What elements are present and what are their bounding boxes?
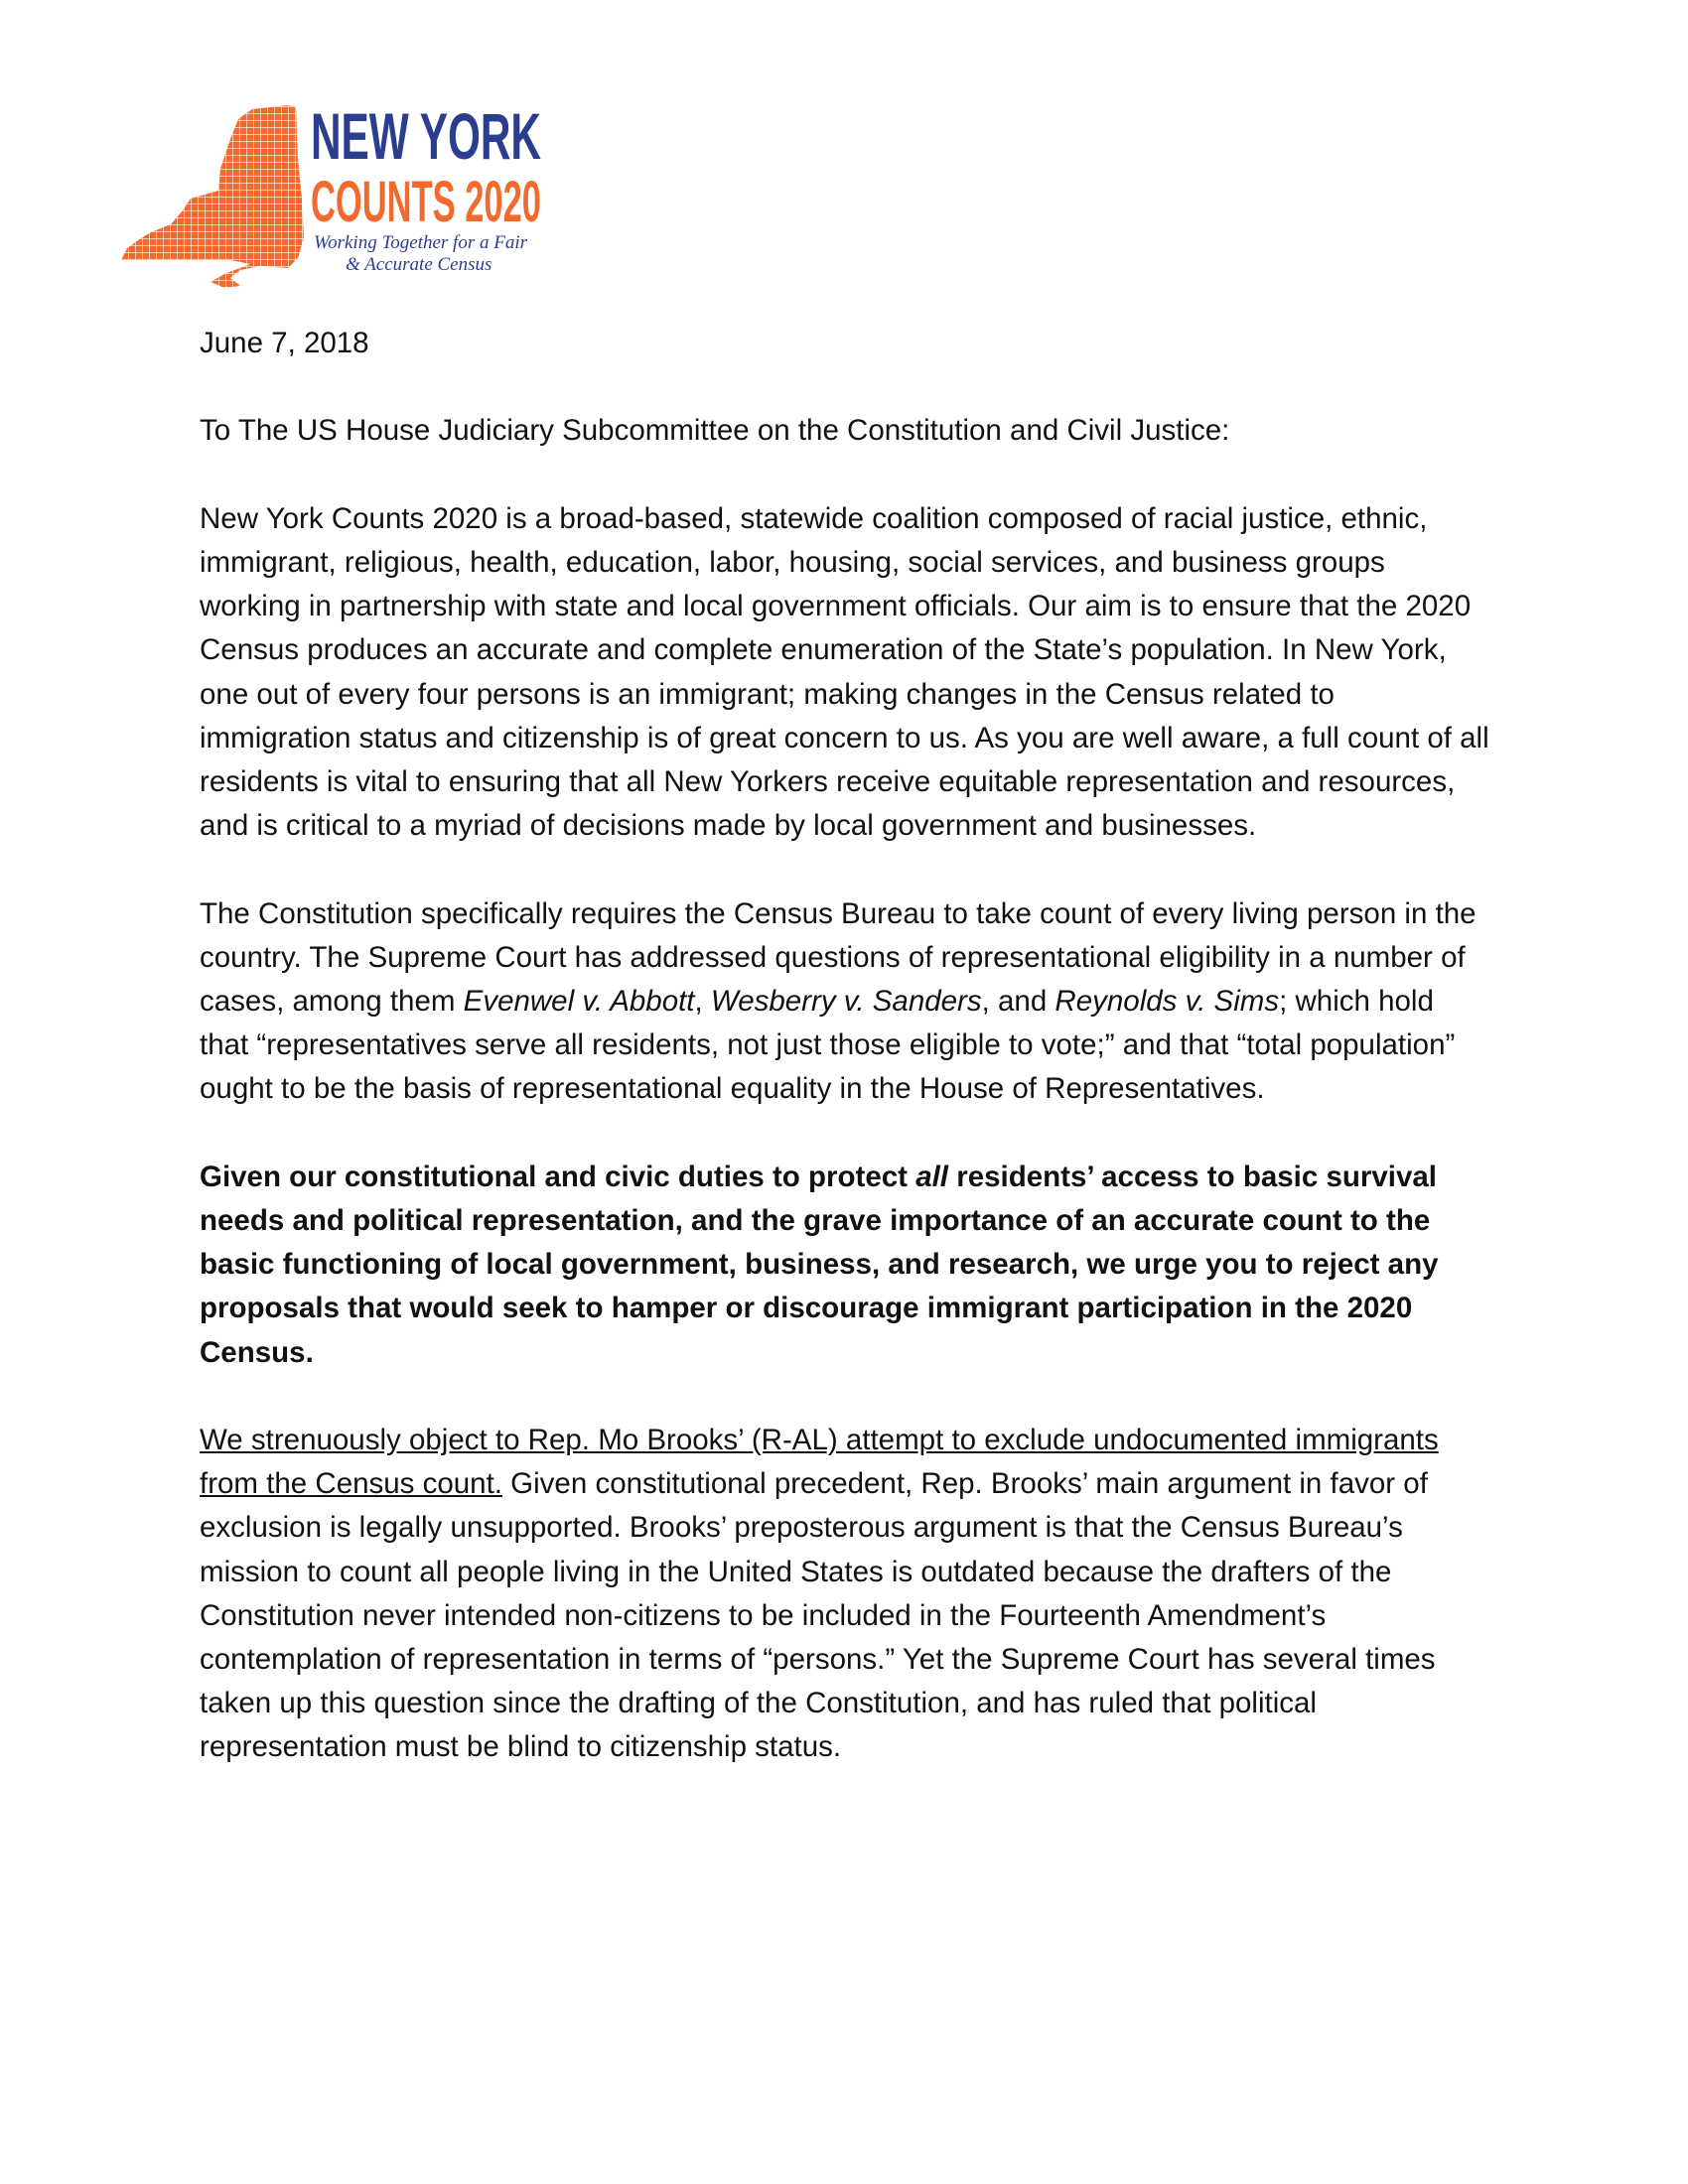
letter-salutation: To The US House Judiciary Subcommittee on the Constitution and Civil Justice:: [200, 414, 1230, 448]
new-york-counts-2020-logo: [121, 99, 548, 298]
letter-date: June 7, 2018: [200, 327, 369, 359]
underlined-objection: We strenuously object to Rep. Mo Brooks’ (R-AL) attempt to exclude undocumented immigrants from the Census count.: [200, 1424, 1439, 1501]
logo-title: NEW YORK: [311, 99, 542, 173]
new-york-state-map-icon: [121, 105, 304, 288]
paragraph-objection: [200, 1419, 1490, 1770]
logo-tagline-2: & Accurate Census: [346, 254, 492, 275]
paragraph-constitution: [200, 892, 1490, 1112]
paragraph-text: The Constitution specifically requires the Census Bureau to take count of every living person in the country. The Supreme Court has addressed questions of representational eligibility in a number of cases, among them: [200, 896, 1477, 1018]
letter-body: [200, 322, 1490, 1814]
case-wesberry: Wesberry v. Sanders: [710, 985, 982, 1018]
logo-tagline-1: Working Together for a Fair: [314, 232, 528, 253]
emphasis-all: all: [915, 1160, 949, 1193]
paragraph-text: residents’ access to basic survival needs and political representation, and the grave importance of an accurate count to the basic functioning of local government, business, and research, we urge you to reject any proposals that would seek to hamper or discourage immigrant participation in the 2020 Census.: [200, 1160, 1439, 1369]
paragraph-text: ; which hold that “representatives serve all residents, not just those eligible to vote;” and that “total population” ought to be the basis of representational equality in the House of Representatives.: [200, 985, 1456, 1106]
paragraph-text: Given our constitutional and civic duties to protect: [200, 1160, 916, 1193]
logo-subtitle: COUNTS 2020: [311, 170, 541, 234]
paragraph-urge: [200, 1156, 1490, 1375]
paragraph-coalition: New York Counts 2020 is a broad-based, statewide coalition composed of racial justice, ethnic, immigrant, religious, health, education, labor, housing, social services, and business groups working in partnership with state and local government officials. Our aim is to ensure that the 2020 Census produces an accurate and complete enumeration of the State’s population. In New York, one out of every four persons is an immigrant; making changes in the Census related to immigration status and citizenship is of great concern to us. As you are well aware, a full count of all residents is vital to ensuring that all New Yorkers receive equitable representation and resources, and is critical to a myriad of decisions made by local government and businesses.: [200, 501, 1489, 843]
paragraph-text: Given constitutional precedent, Rep. Brooks’ main argument in favor of exclusion is legally unsupported. Brooks’ preposterous argument is that the Census Bureau’s mission to count all people living in the United States is outdated because the drafters of the Constitution never intended non-citizens to be included in the Fourteenth Amendment’s contemplation of representation in terms of “persons.” Yet the Supreme Court has several times taken up this question since the drafting of the Constitution, and has ruled that political representation must be blind to citizenship status.: [200, 1467, 1436, 1764]
separator: ,: [694, 985, 711, 1018]
case-evenwel: Evenwel v. Abbott: [463, 985, 695, 1018]
separator: , and: [981, 985, 1055, 1018]
case-reynolds: Reynolds v. Sims: [1055, 985, 1280, 1018]
